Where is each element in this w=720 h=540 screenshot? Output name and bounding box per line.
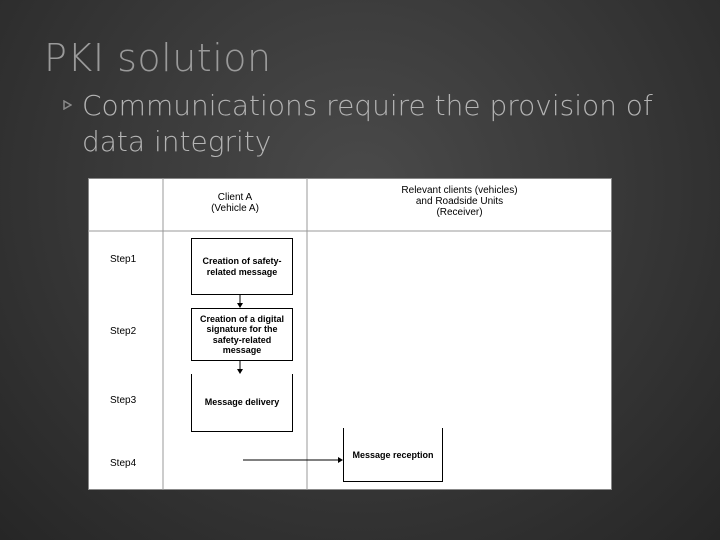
box-creation-signature: Creation of a digital signature for the safety-related message <box>191 308 293 361</box>
step-label-3: Step3 <box>110 395 137 406</box>
box-message-reception: Message reception <box>343 428 443 482</box>
slide-title: PKI solution <box>44 36 272 80</box>
step-label-2: Step2 <box>110 326 137 337</box>
header-client-a: Client A (Vehicle A) <box>211 192 259 214</box>
step-label-1: Step1 <box>110 254 137 265</box>
header-receivers: Relevant clients (vehicles) and Roadside Units (Receiver) <box>401 185 518 218</box>
box-creation-message: Creation of safety-related message <box>191 238 293 295</box>
bullet-text: Communications require the provision of data integrity <box>82 89 653 158</box>
box-message-delivery: Message delivery <box>191 374 293 432</box>
bullet-point <box>62 88 682 160</box>
triangle-bullet-icon <box>62 100 72 110</box>
step-label-4: Step4 <box>110 458 137 469</box>
sequence-diagram <box>88 178 612 490</box>
